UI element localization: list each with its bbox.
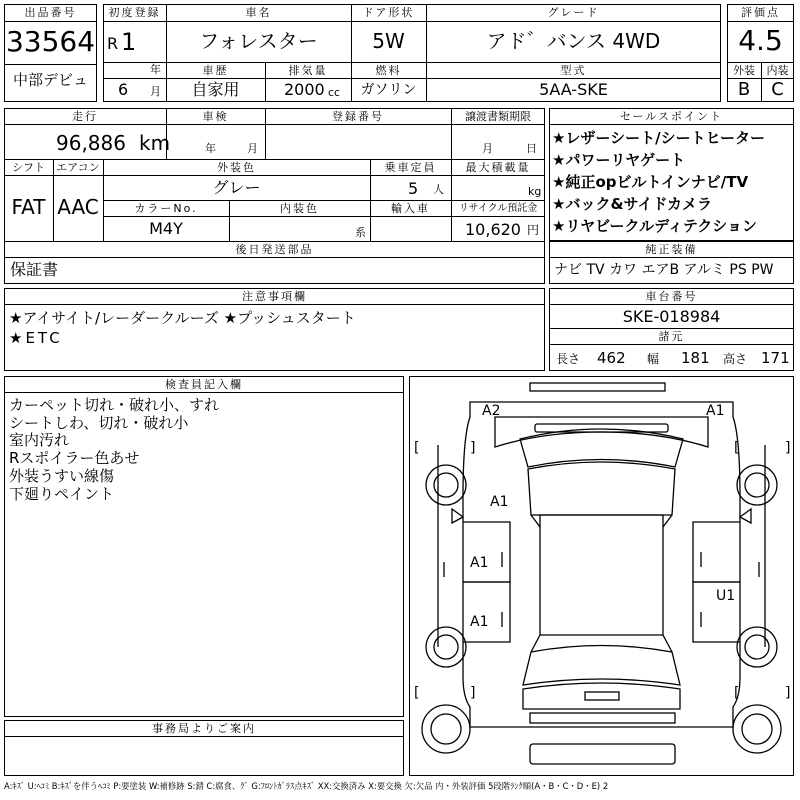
registration-number-label: 登録番号 — [332, 110, 384, 123]
import-label: 輸入車 — [391, 202, 430, 215]
sales-point-item: ★純正opビルトインナビ/TV — [552, 173, 749, 191]
height: 171 — [761, 349, 790, 367]
seats-label: 乗車定員 — [384, 161, 437, 174]
year-unit: 年 — [150, 63, 161, 76]
inspector-line: Rスポイラー色あせ — [9, 449, 140, 467]
equipment-items: ナビ TV カワ エアB アルミ PS PW — [554, 262, 774, 278]
damage-mark: A1 — [470, 614, 489, 630]
first-registration-year: 1 — [121, 28, 137, 56]
exterior-label: 外装 — [733, 64, 755, 77]
recycle-unit: 円 — [527, 223, 540, 237]
car-diagram — [409, 376, 794, 776]
color-number-label: カラーNo. — [134, 202, 198, 215]
inspector-line: カーペット切れ・破れ小、すれ — [9, 396, 220, 414]
recycle-label: リサイクル預託金 — [458, 203, 538, 214]
bracket-mark: [ — [734, 440, 740, 456]
first-registration-label: 初度登録 — [108, 6, 161, 19]
door-type: 5W — [372, 29, 405, 53]
displacement-unit: cc — [328, 86, 341, 99]
bracket-mark: [ — [414, 685, 420, 701]
seats: 5 — [408, 179, 419, 198]
model-code: 5AA-SKE — [539, 80, 608, 99]
inspector-line: 外装うすい線傷 — [9, 467, 115, 485]
damage-mark: A1 — [706, 403, 725, 419]
equipment-label: 純正装備 — [645, 243, 698, 256]
length: 462 — [597, 349, 626, 367]
model-label: 型式 — [560, 64, 587, 77]
max-load-unit: kg — [528, 185, 542, 198]
damage-mark: A2 — [482, 403, 501, 419]
interior-grade: C — [771, 79, 784, 100]
length-label: 長さ — [556, 352, 581, 366]
inspector-line: シートしわ、切れ・破れ小 — [9, 414, 189, 432]
shift: FAT — [11, 195, 46, 219]
mileage-unit: km — [139, 131, 171, 155]
bracket-mark: ] — [470, 440, 476, 456]
width-label: 幅 — [647, 352, 660, 366]
sales-point-item: ★レザーシート/シートヒーター — [552, 129, 766, 147]
interior-label: 内装 — [766, 64, 789, 77]
score-label: 評価点 — [741, 6, 780, 19]
fuel-label: 燃料 — [375, 64, 402, 77]
history: 自家用 — [191, 80, 240, 99]
displacement-label: 排気量 — [288, 64, 328, 77]
chassis-label: 車台番号 — [645, 290, 698, 303]
bracket-mark: ] — [785, 440, 791, 456]
bracket-mark: ] — [470, 685, 476, 701]
parts: 保証書 — [10, 260, 59, 279]
shift-label: シフト — [12, 161, 45, 174]
notes-line: ★アイサイト/レーダークルーズ ★プッシュスタート — [9, 309, 356, 327]
height-label: 高さ — [723, 352, 748, 366]
mileage-label: 走行 — [72, 110, 98, 123]
door-label: ドア形状 — [362, 6, 415, 19]
notes-line: ★ETC — [9, 329, 63, 347]
sales-points-label: セールスポイント — [619, 110, 723, 123]
mileage: 96,886 — [56, 131, 126, 155]
sales-point-item: ★バック&サイドカメラ — [552, 195, 713, 213]
car-name: フォレスター — [199, 29, 318, 53]
max-load-label: 最大積載量 — [465, 161, 531, 174]
first-registration-month: 6 — [118, 80, 129, 99]
exterior-grade: B — [737, 79, 751, 100]
seats-unit: 人 — [433, 183, 444, 196]
displacement: 2000 — [284, 80, 325, 99]
parts-label: 後日発送部品 — [235, 243, 314, 256]
car-name-label: 車名 — [245, 6, 272, 19]
lot-number-label: 出品番号 — [24, 6, 77, 19]
documents-deadline-label: 譲渡書類期限 — [465, 110, 531, 123]
era: R — [107, 34, 119, 53]
color-number: M4Y — [149, 219, 183, 238]
width: 181 — [681, 349, 710, 367]
aircon-label: エアコン — [56, 161, 100, 174]
grade-label: グレード — [547, 6, 600, 19]
fuel: ガソリン — [360, 82, 417, 98]
month-unit: 月 — [150, 85, 161, 98]
inspector-label: 検査員記入欄 — [165, 378, 243, 391]
recycle-fee: 10,620 — [465, 220, 521, 239]
specs-label: 諸元 — [658, 330, 685, 343]
documents-day-unit: 日 — [526, 142, 537, 155]
legend: A:ｷｽﾞ U:ﾍｺﾐ B:ｷｽﾞを伴うﾍｺﾐ P:要塗装 W:補修跡 S:錆 C:腐食、ｸﾞ G:ﾌﾛﾝﾄｶﾞﾗｽ点ｷｽﾞ XX:交換済み X:要交換 欠:欠品 内・外装評価 5段階ﾗﾝｸ順(A・B・C・D・E) 2 — [4, 781, 609, 791]
office-label: 事務局よりご案内 — [152, 722, 256, 735]
lot-number: 33564 — [5, 25, 96, 58]
damage-mark: A1 — [470, 555, 489, 571]
inspection-month-unit: 月 — [247, 142, 258, 155]
grade: アド゛バンス 4WD — [486, 29, 661, 53]
bracket-mark: ] — [785, 685, 791, 701]
inspector-line: 室内汚れ — [9, 431, 70, 449]
bracket-mark: [ — [734, 685, 740, 701]
exterior-color-label: 外装色 — [217, 161, 256, 174]
bracket-mark: [ — [414, 440, 420, 456]
damage-mark: U1 — [716, 588, 736, 604]
sales-point-item: ★リヤビークルディテクション — [552, 217, 757, 235]
debut-label: 中部デビュ — [12, 71, 88, 89]
inspector-line: 下廻りペイント — [9, 485, 115, 503]
history-label: 車歴 — [202, 64, 229, 77]
score: 4.5 — [738, 24, 783, 57]
interior-color-label: 内装色 — [280, 202, 319, 215]
notes-label: 注意事項欄 — [242, 290, 307, 303]
chassis-number: SKE-018984 — [622, 307, 721, 326]
damage-mark: A1 — [490, 494, 509, 510]
documents-month-unit: 月 — [482, 142, 493, 155]
exterior-color: グレー — [212, 178, 261, 197]
aircon: AAC — [57, 195, 99, 219]
inspection-year-unit: 年 — [205, 142, 216, 155]
interior-color-unit: 系 — [355, 226, 366, 239]
inspection-label: 車検 — [202, 110, 229, 123]
sales-point-item: ★パワーリヤゲート — [552, 151, 686, 169]
